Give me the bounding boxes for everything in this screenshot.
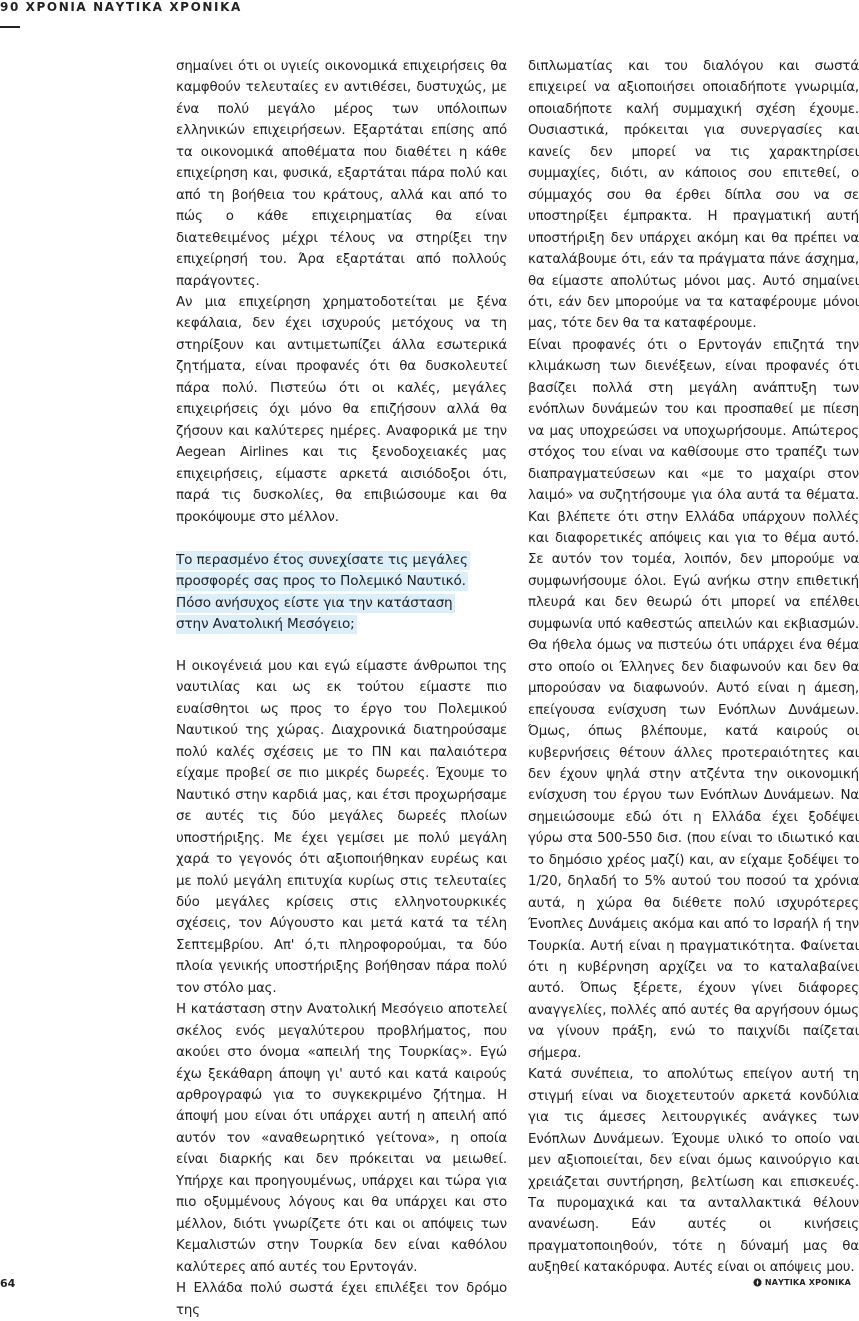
compass-logo-icon — [753, 1278, 762, 1287]
article-paragraph: Αν μια επιχείρηση χρηματοδοτείται με ξένα κεφάλαια, δεν έχει ισχυρούς μετόχους να τη στηρίξουν και αντιμετωπίζει άλλα εσωτερικά ζητήματα, είναι προφανές ότι θα δυσκολευτεί πάρα πολύ. Πιστεύω ότι οι καλές, μεγάλες επιχειρήσεις όχι μόνο θα επιζήσουν αλλά θα ζήσουν και καλύτερες ημέρες. Αναφορικά με την Aegean Airlines και τις ξενοδοχειακές μας επιχειρήσεις, είμαστε αρκετά αισιόδοξοι ότι, παρά τις δυσκολίες, θα επιβιώσουμε και θα προκόψουμε στο μέλλον. — [176, 294, 507, 525]
section-header: 90 ΧΡΟΝΙΑ ΝΑΥΤΙΚΑ ΧΡΟΝΙΚΑ — [0, 0, 242, 14]
article-paragraph: Η Ελλάδα πολύ σωστά έχει επιλέξει τον δρόμο της — [176, 1281, 507, 1318]
interview-question — [176, 550, 486, 636]
article-paragraph: Η οικογένειά μου και εγώ είμαστε άνθρωποι της ναυτιλίας και ως εκ τούτου είμαστε πιο ευαίσθητοι ως προς το έργο του Πολεμικού Ναυτικού της χώρας. Διαχρονικά διατηρούσαμε πολύ καλές σχέσεις με το ΠΝ και παλαιότερα είχαμε προβεί σε πιο μικρές δωρεές. Έχουμε το Ναυτικό στην καρδιά μας, και έτσι προχωρήσαμε σε αυτές τις δύο μεγάλες δωρεές πλοίων υποστήριξης. Με έχει γεμίσει με πολύ μεγάλη χαρά το γεγονός ότι αξιοποιήθηκαν ευρέως και με πολύ μεγάλη επιτυχία κυρίως στις τελευταίες δύο μεγάλες κρίσεις στις ελληνοτουρκικές σχέσεις, τον Αύγουστο και μετά κατά τα τέλη Σεπτεμβρίου. Απ' ό,τι πληροφορούμαι, τα δύο πλοία γενικής υποστήριξης βοήθησαν πάρα πολύ τον στόλο μας. — [176, 658, 507, 996]
article-paragraph: σημαίνει ότι οι υγιείς οικονομικά επιχειρήσεις θα καμφθούν τελευταίες εν αντιθέσει, δυστυχώς, με ένα πολύ μεγάλο μέρος των υπόλοιπων ελληνικών επιχειρήσεων. Εξαρτάται επίσης από τα οικονομικά αποθέματα που διαθέτει η κάθε επιχείρηση και, φυσικά, εξαρτάται πάρα πολύ και από τη βοήθεια του κράτους, αλλά και από το πώς ο κάθε επιχειρηματίας θα είναι διατεθειμένος μέχρι τέλους να στηρίξει την επιχείρησή του. Άρα εξαρτάται από πολλούς παράγοντες. — [176, 59, 507, 289]
header-divider — [0, 26, 20, 28]
article-column-left — [176, 56, 507, 1321]
article-paragraph: Κατά συνέπεια, το απολύτως επείγον αυτή τη στιγμή είναι να διοχετευτούν αρκετά κονδύλια για τις άμεσες λειτουργικές ανάγκες των Ενόπλων Δυνάμεων. Έχουμε υλικό το οποίο ναι μεν αξιοποιείται, δεν είναι όμως καινούργιο και χρειάζεται συντήρηση, βελτίωση και επισκευές. Τα πυρομαχικά και τα ανταλλακτικά θέλουν ανανέωση. Εάν αυτές οι κινήσεις πραγματοποιηθούν, τότε η δύναμή μας θα αυξηθεί κατακόρυφα. Αυτές είναι οι απόψεις μου. — [528, 1067, 859, 1276]
page-number: 64 — [0, 1277, 16, 1290]
article-paragraph: διπλωματίας και του διαλόγου και σωστά επιχειρεί να αξιοποιήσει οποιαδήποτε γνωριμία, οποιαδήποτε καλή συμμαχική σχέση έχουμε. Ουσιαστικά, πρόκειται για συνεργασίες και κανείς δεν μπορεί να τις χαρακτηρίσει συμμαχίες, διότι, αν κάποιος σου επιτεθεί, ο σύμμαχός σου θα έρθει δίπλα σου να σε υποστηρίξει έμπρακτα. Η πραγματική αυτή υποστήριξη δεν υπάρχει ακόμη και θα πρέπει να καταλάβουμε ότι, εάν τα πράγματα πάνε άσχημα, θα είμαστε απολύτως μόνοι μας. Αυτό σημαίνει ότι, εάν δεν μπορούμε να τα καταφέρουμε μόνοι μας, τότε δεν θα τα καταφέρουμε. — [528, 59, 859, 332]
interview-question-text: Το περασμένο έτος συνεχίσατε τις μεγάλες προσφορές σας προς το Πολεμικό Ναυτικό. Πόσο ανήσυχος είστε για την κατάσταση στην Ανατολική Μεσόγειο; — [176, 551, 468, 633]
footer-brand-name: ΝΑΥΤΙΚΑ ΧΡΟΝΙΚΑ — [764, 1278, 851, 1287]
article-paragraph: Είναι προφανές ότι ο Ερντογάν επιζητά την κλιμάκωση των διενέξεων, είναι προφανές ότι βασίζει πολλά στη μεγάλη ανάπτυξη των ενόπλων δυνάμεών του και προσπαθεί με πίεση να μας υποχρεώσει να υποχωρήσουμε. Απώτερος στόχος του είναι να καθίσουμε στο τραπέζι των διαπραγματεύσεων και «με το μαχαίρι στον λαιμό» να συζητήσουμε για όλα αυτά τα θέματα. Και βλέπετε ότι στην Ελλάδα υπάρχουν πολλές και διαφορετικές απόψεις και για το θέμα αυτό. Σε αυτόν τον τομέα, λοιπόν, δεν μπορούμε να συμφωνήσουμε όλοι. Εγώ ανήκω στην επιθετική πλευρά και δεν θεωρώ ότι μπορεί να επέλθει συμφωνία υπό καθεστώς απειλών και εκβιασμών. Θα ήθελα όμως να πιστεύω ότι υπάρχει ένα θέμα στο οποίο οι Έλληνες δεν διαφωνούν και δεν θα μπορούσαν να διαφωνούν. Αυτό είναι η άμεση, επείγουσα ενίσχυση των Ενόπλων Δυνάμεων. Όμως, όπως βλέπουμε, κατά καιρούς οι κυβερνήσεις θέτουν άλλες προτεραιότητες και δεν έχουν ψηλά στην ατζέντα την οικονομική ενίσχυση του έργου των Ενόπλων Δυνάμεων. Να σημειώσουμε εδώ ότι η Ελλάδα έχει ξοδέψει γύρω στα 500-550 δισ. (που είναι το ιδιωτικό και το δημόσιο χρέος μαζί) και, αν είχαμε ξοδέψει το 1/20, δηλαδή το 5% αυτού του ποσού τα χρόνια αυτά, η χώρα θα διέθετε πολύ ισχυρότερες Ένοπλες Δυνάμεις ακόμα και από το Ισραήλ ή την Τουρκία. Αυτή είναι η πραγματικότητα. Φαίνεται ότι η κυβέρνηση αρχίζει να το καταλαβαίνει αυτό. Όπως ξέρετε, έχουν γίνει διάφορες αναγγελίες, πολλές από αυτές θα αργήσουν όμως να γίνουν πράξη, ενώ το παιχνίδι παίζεται σήμερα. — [528, 337, 859, 1061]
article-paragraph: Η κατάσταση στην Ανατολική Μεσόγειο αποτελεί σκέλος ενός μεγαλύτερου προβλήματος, που ακούει στο όνομα «απειλή της Τουρκίας». Εγώ έχω ξεκάθαρη άποψη γι' αυτό και κατά καιρούς αρθρογραφώ για το συγκεκριμένο ζήτημα. Η άποψή μου είναι ότι υπάρχει αυτή η απειλή από αυτόν τον «αναθεωρητικό γείτονα», η οποία είναι διαρκής και δεν πρόκειται να μειωθεί. Υπήρχε και προηγουμένως, υπάρχει και τώρα για πιο οξυμμένους λόγους και θα υπάρχει και στο μέλλον, διότι γνωρίζετε ότι και οι απόψεις των Κεμαλιστών στην Τουρκία δεν είναι καθόλου καλύτερες από αυτές του Ερντογάν. — [176, 1002, 507, 1275]
article-column-right — [528, 56, 859, 1279]
footer-brand — [753, 1278, 851, 1287]
